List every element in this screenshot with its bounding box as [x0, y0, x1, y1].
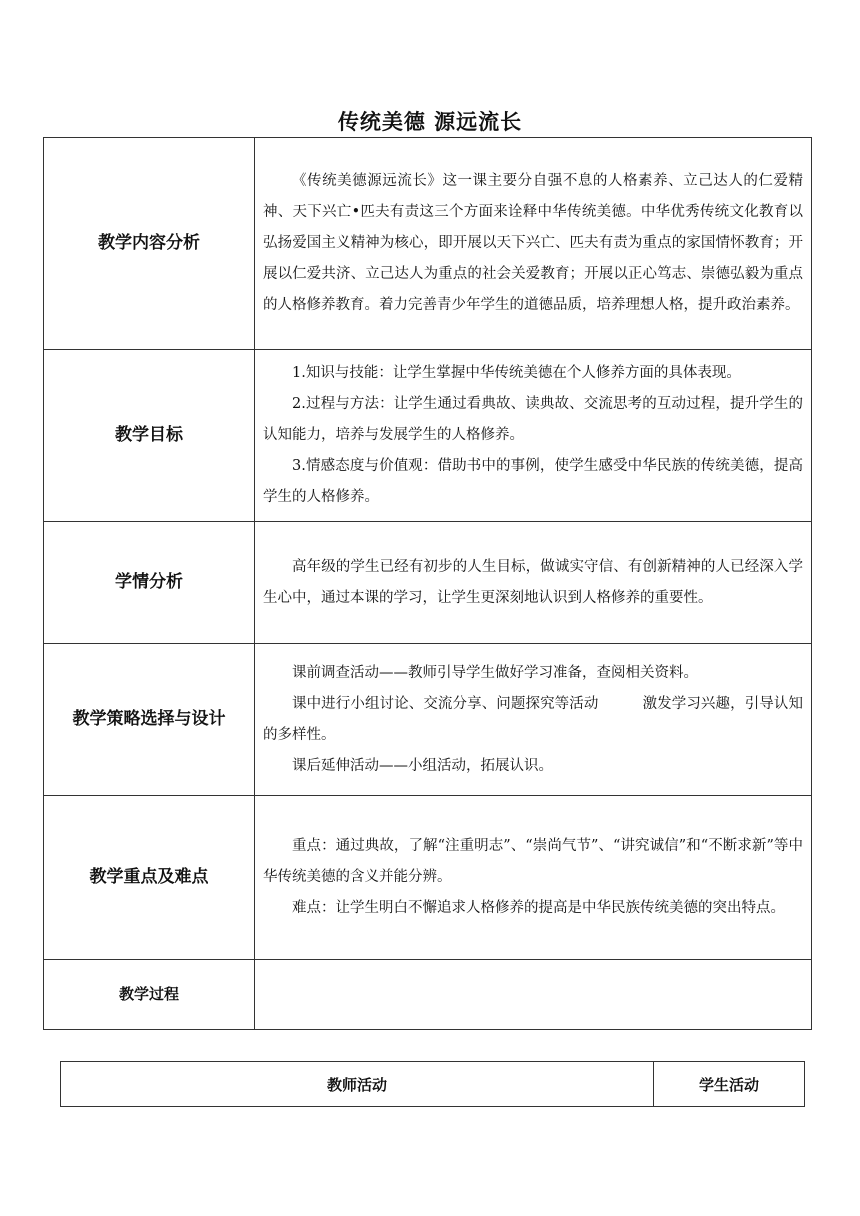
row-content [255, 522, 812, 644]
activity-table [60, 1061, 805, 1107]
table-row-teaching-process [44, 960, 812, 1030]
row-content [255, 796, 812, 960]
paragraph [263, 689, 803, 751]
table-row-strategy [44, 644, 812, 796]
row-label: 教学策略选择与设计 [44, 644, 255, 796]
table-row-key-points [44, 796, 812, 960]
paragraph: 3.情感态度与价值观：借助书中的事例，使学生感受中华民族的传统美德，提高学生的人格修养。 [263, 458, 803, 505]
row-content [255, 138, 812, 350]
table-row-content-analysis [44, 138, 812, 350]
paragraph: 高年级的学生已经有初步的人生目标，做诚实守信、有创新精神的人已经深入学生心中，通过本课的学习，让学生更深刻地认识到人格修养的重要性。 [263, 558, 803, 606]
teacher-activity-header: 教师活动 [61, 1062, 654, 1107]
text-segment: 课中进行小组讨论、交流分享、问题探究等活动 [292, 695, 599, 712]
row-content [255, 644, 812, 796]
paragraph: 2.过程与方法：让学生通过看典故、读典故、交流思考的互动过程，提升学生的认知能力，培养与发展学生的人格修养。 [263, 396, 803, 443]
row-label: 学情分析 [44, 522, 255, 644]
document-title: 传统美德 源远流长 [337, 110, 523, 134]
paragraph: 《传统美德源远流长》这一课主要分自强不息的人格素养、立己达人的仁爱精神、天下兴亡•匹夫有责这三个方面来诠释中华传统美德。中华优秀传统文化教育以弘扬爱国主义精神为核心，即开展以天下兴亡、匹夫有责为重点的家国情怀教育；开展以仁爱共济、立己达人为重点的社会关爱教育；开展以正心笃志、崇德弘毅为重点的人格修养教育。着力完善青少年学生的道德品质，培养理想人格，提升政治素养。 [263, 173, 803, 313]
row-content [255, 960, 812, 1030]
activity-header-row [61, 1062, 805, 1107]
row-label: 教学内容分析 [44, 138, 255, 350]
paragraph: 难点：让学生明白不懈追求人格修养的提高是中华民族传统美德的突出特点。 [292, 900, 785, 916]
table-row-student-analysis [44, 522, 812, 644]
student-activity-header: 学生活动 [654, 1062, 805, 1107]
paragraph: 1.知识与技能：让学生掌握中华传统美德在个人修养方面的具体表现。 [292, 365, 741, 381]
paragraph: 课后延伸活动——小组活动，拓展认识。 [292, 757, 553, 774]
row-content [255, 350, 812, 522]
row-label: 教学目标 [44, 350, 255, 522]
row-label: 教学重点及难点 [44, 796, 255, 960]
row-label: 教学过程 [44, 960, 255, 1030]
paragraph: 课前调查活动——教师引导学生做好学习准备，查阅相关资料。 [292, 664, 698, 681]
text-segment: 激发学习兴趣，引导认知的多样性。 [263, 695, 803, 743]
lesson-plan-table [43, 137, 812, 1030]
table-row-teaching-objectives [44, 350, 812, 522]
paragraph: 重点：通过典故，了解“注重明志”、“崇尚气节”、“讲究诚信”和“不断求新”等中华传统美德的含义并能分辨。 [263, 838, 803, 885]
